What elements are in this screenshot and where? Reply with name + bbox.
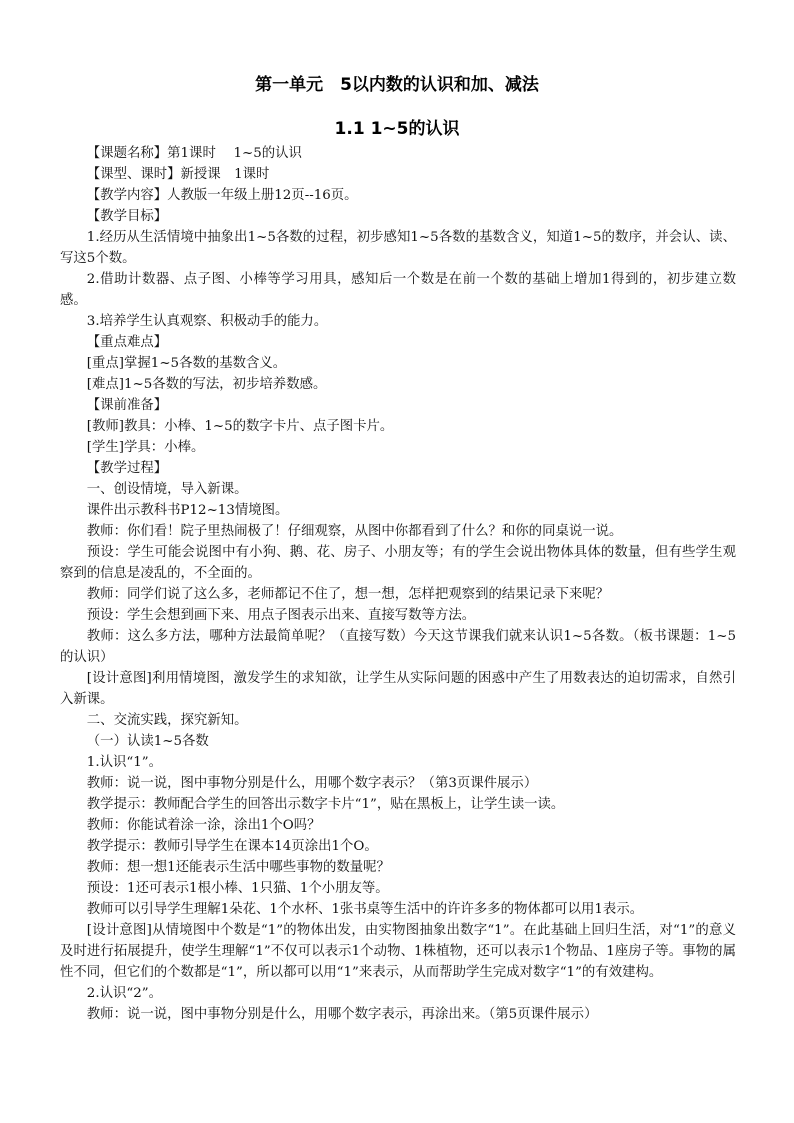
paragraph-know-2: 2.认识“2”。 [86, 986, 162, 1001]
paragraph-teacher-4: 教师：说一说，图中事物分别是什么，用哪个数字表示？（第3页课件展示） [86, 776, 538, 791]
document-body [60, 143, 736, 1025]
paragraph-teacher-2: 教师：同学们说了这么多，老师都记不住了，想一想，怎样把观察到的结果记录下来呢？ [86, 587, 610, 602]
lesson-title: 1.1 1~5的认识 [334, 119, 460, 139]
paragraph-teacher-6: 教师：想一想1还能表示生活中哪些事物的数量呢？ [86, 860, 390, 875]
paragraph-teacher-5: 教师：你能试着涂一涂，涂出1个O吗？ [86, 818, 321, 833]
heading-teaching-goals: 【教学目标】 [86, 209, 168, 224]
paragraph-lesson-type: 【课型、课时】新授课 1课时 [86, 167, 270, 182]
paragraph-subsection-1: （一）认读1~5各数 [86, 734, 209, 749]
paragraph-goal-2: 2.借助计数器、点子图、小棒等学习用具，感知后一个数是在前一个数的基础上增加1得到的，初步建立数感。 [60, 272, 736, 308]
paragraph-teacher-tools: [教师]教具：小棒、1~5的数字卡片、点子图卡片。 [86, 419, 394, 434]
paragraph-difficulty: [难点]1~5各数的写法，初步培养数感。 [86, 377, 327, 392]
paragraph-design-intent-1: [设计意图]利用情境图，激发学生的求知欲，让学生从实际问题的困惑中产生了用数表达的迫切需求，自然引入新课。 [60, 671, 736, 707]
paragraph-courseware: 课件出示教科书P12~13情境图。 [86, 503, 289, 518]
heading-preparation: 【课前准备】 [86, 398, 168, 413]
paragraph-lesson-name: 【课题名称】第1课时 1~5的认识 [86, 146, 302, 161]
paragraph-preset-1: 预设：学生可能会说图中有小狗、鹅、花、房子、小朋友等；有的学生会说出物体具体的数量，但有些学生观察到的信息是凌乱的，不全面的。 [60, 545, 736, 581]
paragraph-design-intent-2: [设计意图]从情境图中个数是“1”的物体出发，由实物图抽象出数字“1”。在此基础上回归生活，对“1”的意义及时进行拓展提升，使学生理解“1”不仅可以表示1个动物、1株植物，还可以表示1个物品、1座房子等。事物的属性不同，但它们的个数都是“1”，所以都可以用“1”来表示，从而帮助学生完成对数字“1”的有效建构。 [60, 923, 736, 980]
unit-title: 第一单元 5以内数的认识和加、减法 [255, 75, 539, 95]
paragraph-section-2: 二、交流实践，探究新知。 [86, 713, 248, 728]
paragraph-teacher-1: 教师：你们看！院子里热闹极了！仔细观察，从图中你都看到了什么？和你的同桌说一说。 [86, 524, 623, 539]
heading-key-points: 【重点难点】 [86, 335, 168, 350]
paragraph-know-1: 1.认识“1”。 [86, 755, 162, 770]
paragraph-teacher-7: 教师：说一说，图中事物分别是什么，用哪个数字表示，再涂出来。（第5页课件展示） [86, 1007, 598, 1022]
paragraph-teacher-guide: 教师可以引导学生理解1朵花、1个水杯、1张书桌等生活中的许许多多的物体都可以用1表示。 [86, 902, 644, 917]
paragraph-tip-1: 教学提示：教师配合学生的回答出示数字卡片“1”，贴在黑板上，让学生读一读。 [86, 797, 565, 812]
paragraph-teaching-content: 【教学内容】人教版一年级上册12页--16页。 [86, 188, 358, 203]
paragraph-preset-3: 预设：1还可表示1根小棒、1只猫、1个小朋友等。 [86, 881, 389, 896]
paragraph-tip-2: 教学提示：教师引导学生在课本14页涂出1个O。 [86, 839, 378, 854]
paragraph-goal-3: 3.培养学生认真观察、积极动手的能力。 [86, 314, 328, 329]
paragraph-student-tools: [学生]学具：小棒。 [86, 440, 205, 455]
paragraph-key-point: [重点]掌握1~5各数的基数含义。 [86, 356, 287, 371]
paragraph-goal-1: 1.经历从生活情境中抽象出1~5各数的过程，初步感知1~5各数的基数含义，知道1~5的数序，并会认、读、写这5个数。 [60, 230, 736, 266]
paragraph-section-1: 一、创设情境，导入新课。 [86, 482, 248, 497]
heading-teaching-process: 【教学过程】 [86, 461, 168, 476]
paragraph-teacher-3: 教师：这么多方法，哪种方法最简单呢？（直接写数）今天这节课我们就来认识1~5各数。（板书课题：1~5的认识） [60, 629, 736, 665]
paragraph-preset-2: 预设：学生会想到画下来、用点子图表示出来、直接写数等方法。 [86, 608, 476, 623]
